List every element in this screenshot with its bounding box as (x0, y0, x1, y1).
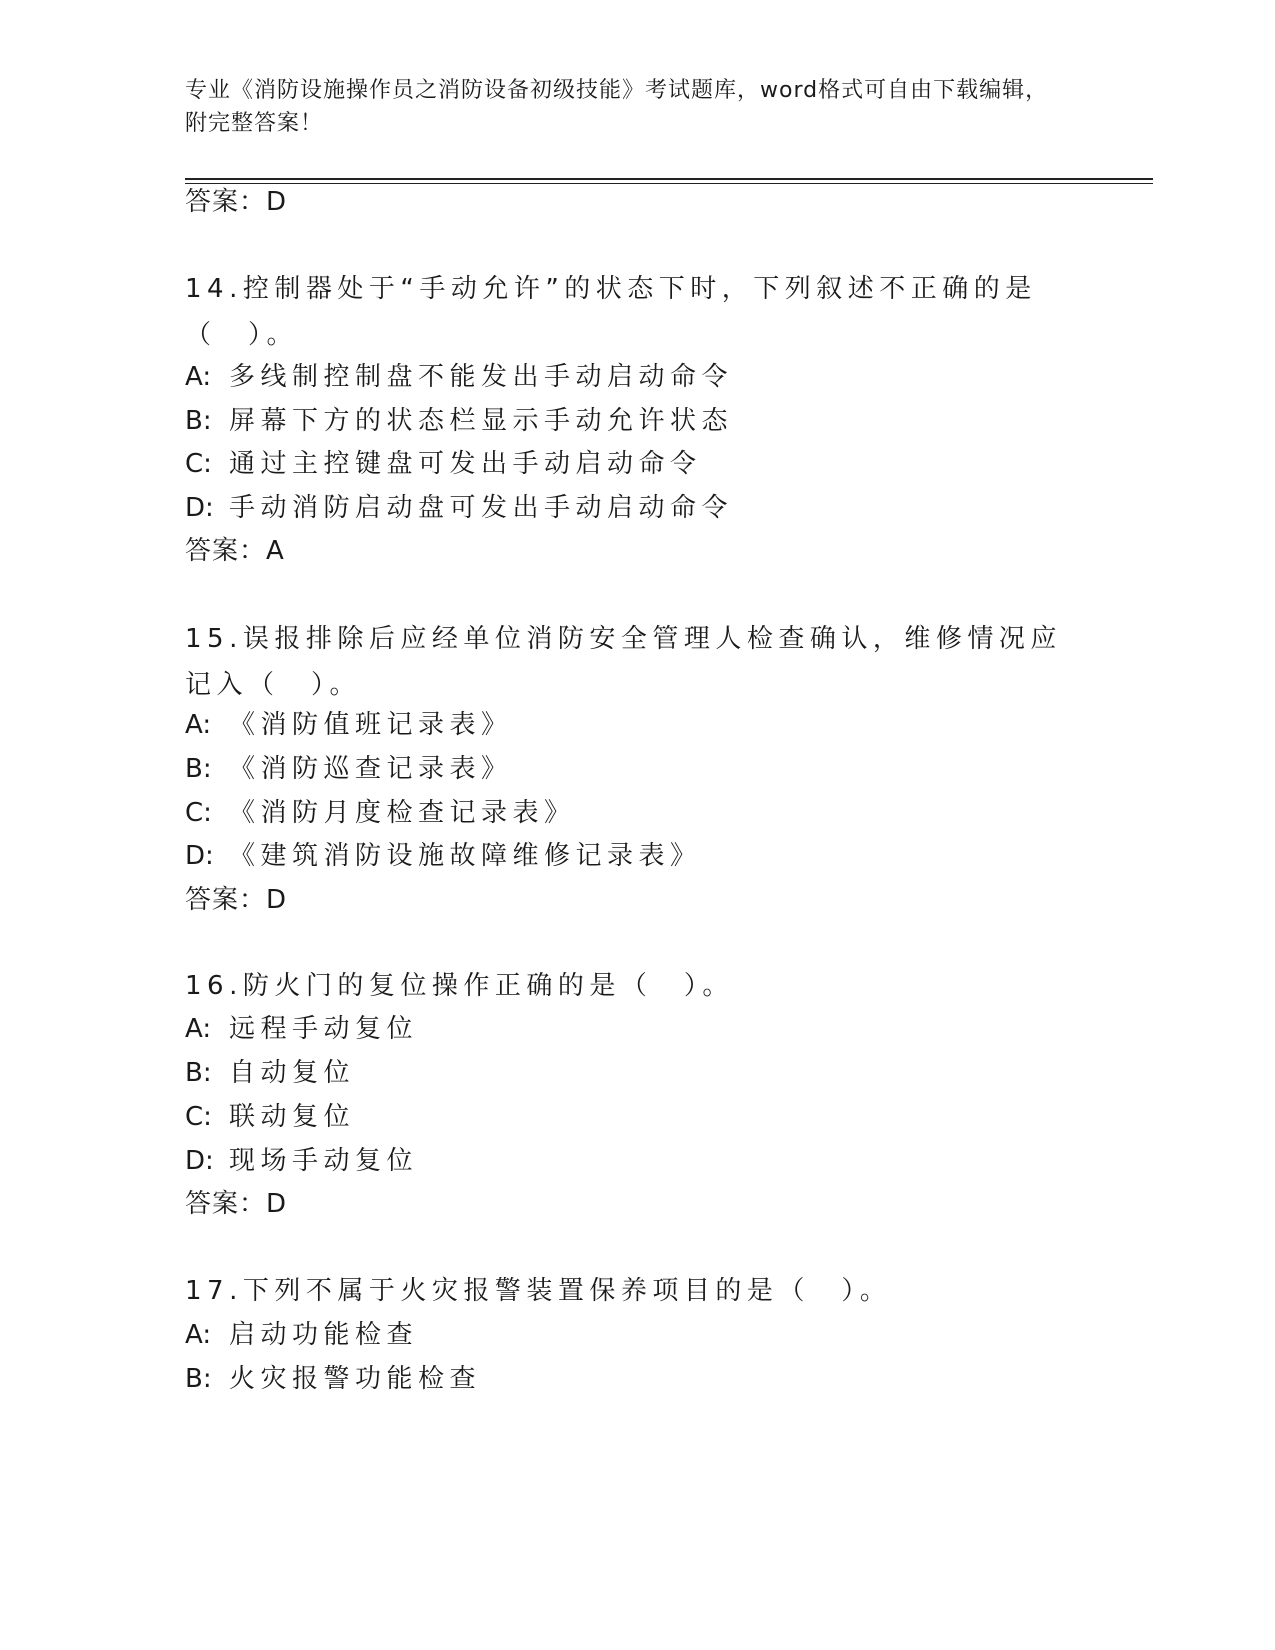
question-15-option-c (185, 798, 576, 828)
option-letter: B: (185, 754, 212, 784)
question-15-option-d (185, 841, 702, 871)
option-text: 手动消防启动盘可发出手动启动命令 (229, 493, 734, 523)
question-16-stem: 16.防火门的复位操作正确的是（ ）。 (185, 971, 734, 1001)
answer-prev: 答案：D (185, 187, 288, 217)
option-text: 远程手动复位 (229, 1014, 419, 1044)
option-text: 现场手动复位 (229, 1146, 419, 1176)
option-letter: D: (185, 1146, 214, 1176)
question-14-option-b (185, 406, 733, 436)
question-14-option-a (185, 362, 733, 392)
question-16-option-a (185, 1014, 418, 1044)
question-15-stem: 15.误报排除后应经单位消防安全管理人检查确认，维修情况应记入（ ）。 (185, 624, 1062, 700)
option-letter: B: (185, 1058, 212, 1088)
option-text: 联动复位 (229, 1102, 356, 1132)
option-letter: C: (185, 449, 212, 479)
option-text: 《消防月度检查记录表》 (229, 798, 576, 828)
option-letter: A: (185, 362, 212, 392)
option-text: 《建筑消防设施故障维修记录表》 (229, 841, 702, 871)
option-text: 《消防值班记录表》 (229, 710, 513, 740)
question-15-option-b (185, 754, 513, 784)
header-divider (185, 178, 1153, 180)
option-text: 多线制控制盘不能发出手动启动命令 (229, 362, 734, 392)
question-16-answer: 答案：D (185, 1189, 288, 1219)
question-14-option-d (185, 493, 733, 523)
option-letter: A: (185, 710, 212, 740)
option-letter: D: (185, 493, 214, 523)
document-header: 专业《消防设施操作员之消防设备初级技能》考试题库，word格式可自由下载编辑，附完整答案！ (185, 78, 1049, 136)
option-text: 启动功能检查 (229, 1320, 419, 1350)
option-letter: C: (185, 1102, 212, 1132)
option-text: 屏幕下方的状态栏显示手动允许状态 (229, 406, 734, 436)
question-16-option-d (185, 1146, 418, 1176)
option-letter: A: (185, 1014, 212, 1044)
option-text: 通过主控键盘可发出手动启动命令 (229, 449, 702, 479)
question-17-stem: 17.下列不属于火灾报警装置保养项目的是（ ）。 (185, 1276, 892, 1306)
question-16-option-c (185, 1102, 355, 1132)
question-14-answer: 答案：A (185, 536, 285, 566)
question-16-option-b (185, 1058, 355, 1088)
option-text: 自动复位 (229, 1058, 356, 1088)
option-letter: C: (185, 798, 212, 828)
option-text: 火灾报警功能检查 (229, 1364, 482, 1394)
question-17-option-a (185, 1320, 418, 1350)
question-15-answer: 答案：D (185, 885, 288, 915)
header-divider-thin (185, 183, 1153, 184)
question-14-option-c (185, 449, 702, 479)
option-letter: D: (185, 841, 214, 871)
question-17-option-b (185, 1364, 481, 1394)
option-text: 《消防巡查记录表》 (229, 754, 513, 784)
option-letter: B: (185, 1364, 212, 1394)
option-letter: A: (185, 1320, 212, 1350)
question-14-stem: 14.控制器处于“手动允许”的状态下时，下列叙述不正确的是（ ）。 (185, 274, 1037, 350)
question-15-option-a (185, 710, 513, 740)
option-letter: B: (185, 406, 212, 436)
